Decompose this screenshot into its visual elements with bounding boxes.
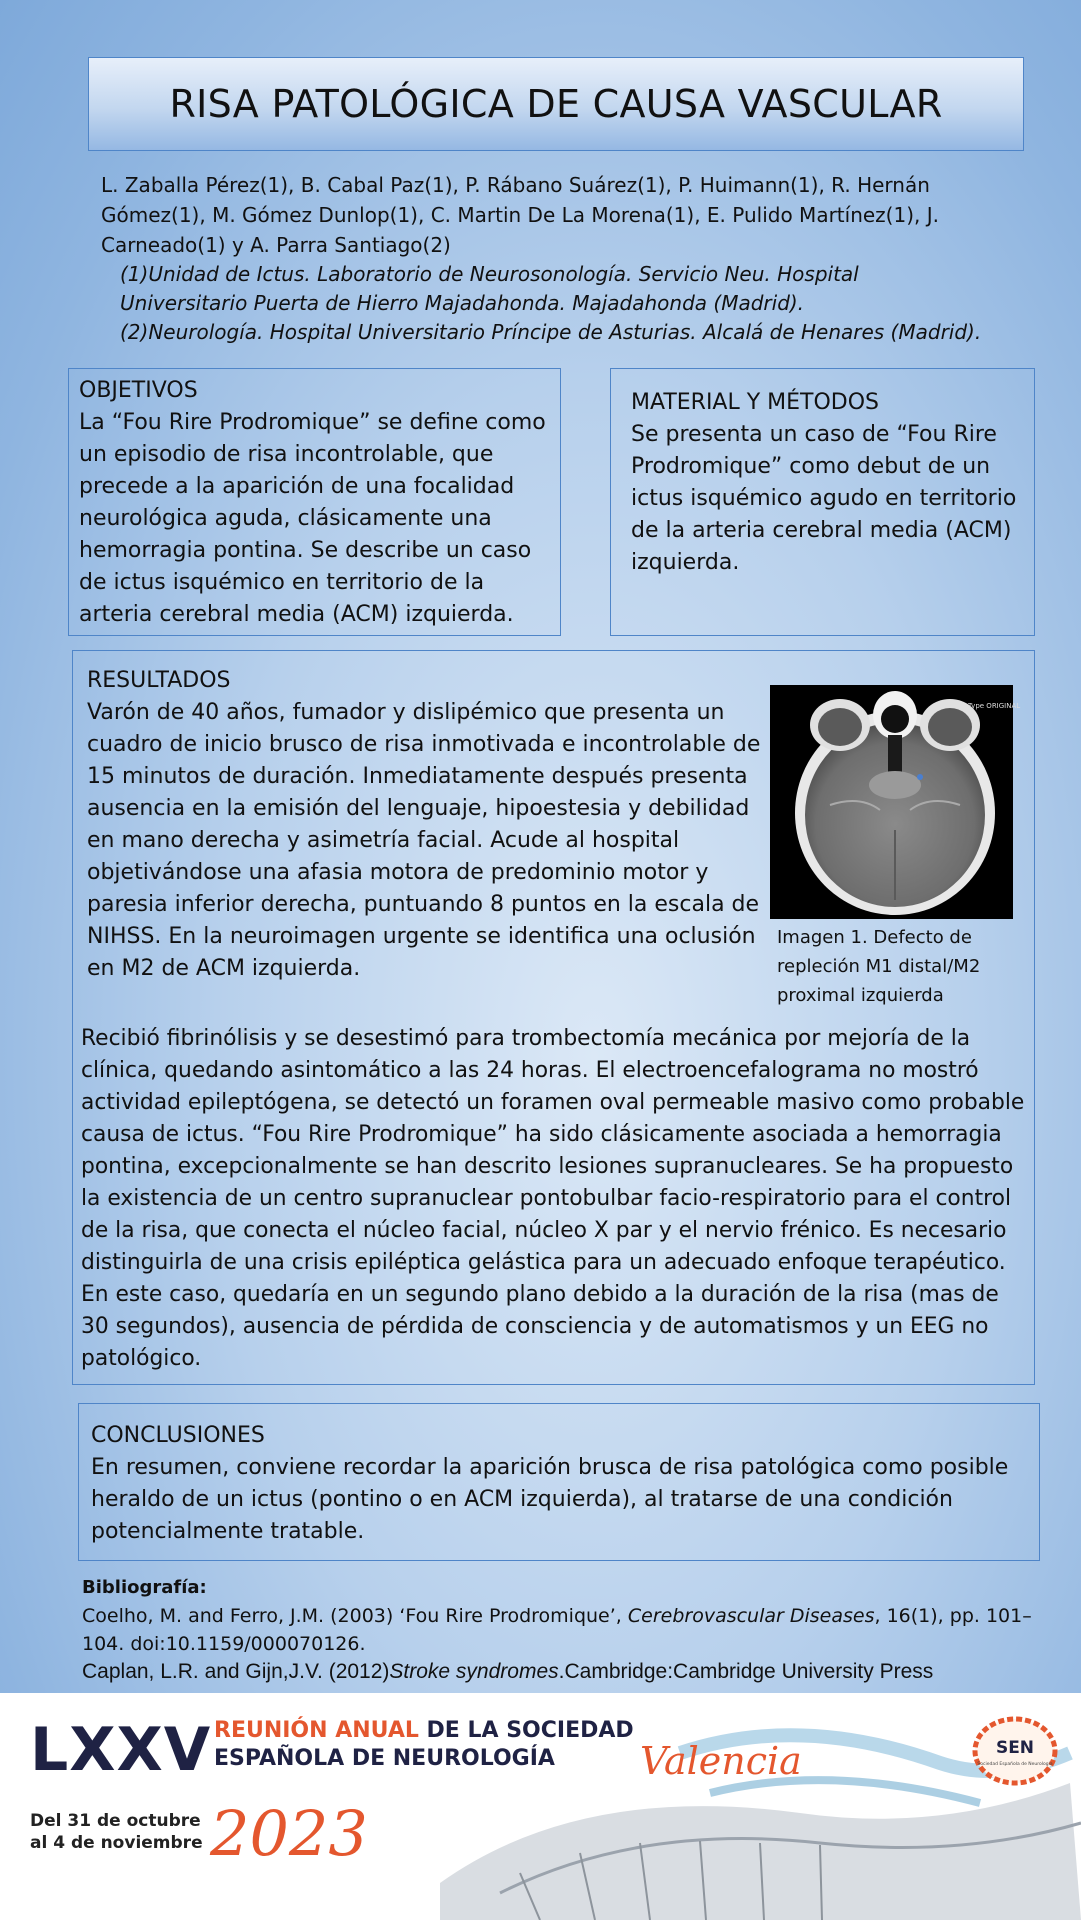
congress-footer-banner bbox=[0, 1693, 1081, 1920]
congress-name bbox=[214, 1717, 634, 1773]
reference-text: .Cambridge:Cambridge University Press bbox=[558, 1660, 934, 1683]
dates-line: Del 31 de octubre bbox=[30, 1811, 201, 1831]
affiliations bbox=[120, 260, 1050, 347]
affiliation-line: Universitario Puerta de Hierro Majadahonda. Majadahonda (Madrid). bbox=[120, 291, 805, 315]
congress-dates bbox=[30, 1810, 203, 1854]
affiliation-line: (2)Neurología. Hospital Universitario Príncipe de Asturias. Alcalá de Henares (Madrid). bbox=[120, 320, 982, 344]
reference-book: Stroke syndromes bbox=[389, 1660, 559, 1683]
title-banner bbox=[88, 57, 1024, 151]
section-text: En resumen, conviene recordar la aparición brusca de risa patológica como posible heraldo de un ictus (pontino o en ACM izquierda), al tratarse de una condición potencialmente tratable. bbox=[91, 1455, 1009, 1544]
section-title: RESULTADOS bbox=[87, 668, 231, 693]
reference-item bbox=[82, 1658, 1062, 1686]
section-text: Se presenta un caso de “Fou Rire Prodromique” como debut de un ictus isquémico agudo en territorio de la arteria cerebral media (ACM) izquierda. bbox=[631, 422, 1017, 575]
section-title: CONCLUSIONES bbox=[91, 1423, 265, 1448]
affiliation-line: (1)Unidad de Ictus. Laboratorio de Neurosonología. Servicio Neu. Hospital bbox=[120, 262, 859, 286]
logo-text: SEN bbox=[995, 1738, 1035, 1758]
reference-item bbox=[82, 1602, 1062, 1658]
congress-year: 2023 bbox=[210, 1797, 368, 1870]
sen-logo-icon bbox=[970, 1715, 1060, 1787]
congress-numeral: LXXV bbox=[30, 1715, 212, 1785]
congress-name-text: DE LA SOCIEDAD bbox=[418, 1718, 634, 1743]
logo-subtext: Sociedad Española de Neurología bbox=[977, 1762, 1053, 1767]
congress-city: Valencia bbox=[640, 1739, 802, 1783]
resultados-section bbox=[72, 650, 1035, 1385]
dates-line: al 4 de noviembre bbox=[30, 1833, 203, 1853]
congress-name-highlight: REUNIÓN ANUAL bbox=[214, 1718, 419, 1743]
section-text: Varón de 40 años, fumador y dislipémico que presenta un cuadro de inicio brusco de risa inmotivada e incontrolable de 15 minutos de duración. Inmediatamente después presenta ausencia en la emisión del lenguaje, hipoestesia y debilidad en mano derecha y asimetría facial. Acude al hospital objetivándose una afasia motora de predominio motor y paresia inferior derecha, puntuando 8 puntos en la escala de NIHSS. En la neuroimagen urgente se identifica una oclusión en M2 de ACM izquierda. bbox=[87, 700, 761, 981]
image-caption: Imagen 1. Defecto de repleción M1 distal/M2 proximal izquierda bbox=[777, 927, 981, 1006]
conclusiones-section bbox=[78, 1403, 1040, 1561]
reference-text: Caplan, L.R. and Gijn,J.V. (2012) bbox=[82, 1660, 390, 1683]
reference-journal: Cerebrovascular Diseases bbox=[627, 1605, 875, 1627]
bibliography-title: Bibliografía: bbox=[82, 1577, 207, 1598]
congress-name-text: ESPAÑOLA DE NEUROLOGÍA bbox=[214, 1746, 555, 1771]
authors-list: L. Zaballa Pérez(1), B. Cabal Paz(1), P. Rábano Suárez(1), P. Huimann(1), R. Hernán Gómez(1), M. Gómez Dunlop(1), C. Martin De La Morena(1), E. Pulido Martínez(1), J. Carneado(1) y A. Parra Santiago(2) bbox=[101, 173, 939, 257]
poster-title: RISA PATOLÓGICA DE CAUSA VASCULAR bbox=[169, 82, 943, 126]
section-title: OBJETIVOS bbox=[79, 378, 198, 403]
ct-scan-image bbox=[770, 685, 1021, 919]
material-metodos-section bbox=[610, 368, 1035, 636]
bibliography bbox=[82, 1574, 1062, 1686]
reference-text: Coelho, M. and Ferro, J.M. (2003) ‘Fou Rire Prodromique’, bbox=[82, 1605, 628, 1627]
section-text: La “Fou Rire Prodromique” se define como un episodio de risa incontrolable, que precede a la aparición de una focalidad neurológica aguda, clásicamente una hemorragia pontina. Se describe un caso de ictus isquémico en territorio de la arteria cerebral media (ACM) izquierda. bbox=[79, 410, 546, 627]
section-title: MATERIAL Y MÉTODOS bbox=[631, 390, 880, 415]
image-overlay-label: Type ORIGINAL bbox=[968, 702, 1021, 710]
reference-text: , 16(1), pp. 101–104. doi:10.1159/000070126. bbox=[82, 1605, 1032, 1655]
ct-scan-drawing bbox=[770, 685, 1021, 919]
objetivos-section bbox=[68, 368, 561, 636]
section-text: Recibió fibrinólisis y se desestimó para trombectomía mecánica por mejoría de la clínica, quedando asintomático a las 24 horas. El electroencefalograma no mostró actividad epileptógena, se detectó un foramen oval permeable masivo como probable causa de ictus. “Fou Rire Prodromique” ha sido clásicamente asociada a hemorragia pontina, excepcionalmente se han descrito lesiones supranucleares. Se ha propuesto la existencia de un centro supranuclear pontobulbar facio-respiratorio para el control de la risa, que conecta el núcleo facial, núcleo X par y el nervio frénico. Es necesario distinguirla de una crisis epiléptica gelástica para un adecuado enfoque terapéutico. En este caso, quedaría en un segundo plano debido a la duración de la risa (mas de 30 segundos), ausencia de pérdida de consciencia y de automatismos y un EEG no patológico. bbox=[81, 1026, 1025, 1371]
